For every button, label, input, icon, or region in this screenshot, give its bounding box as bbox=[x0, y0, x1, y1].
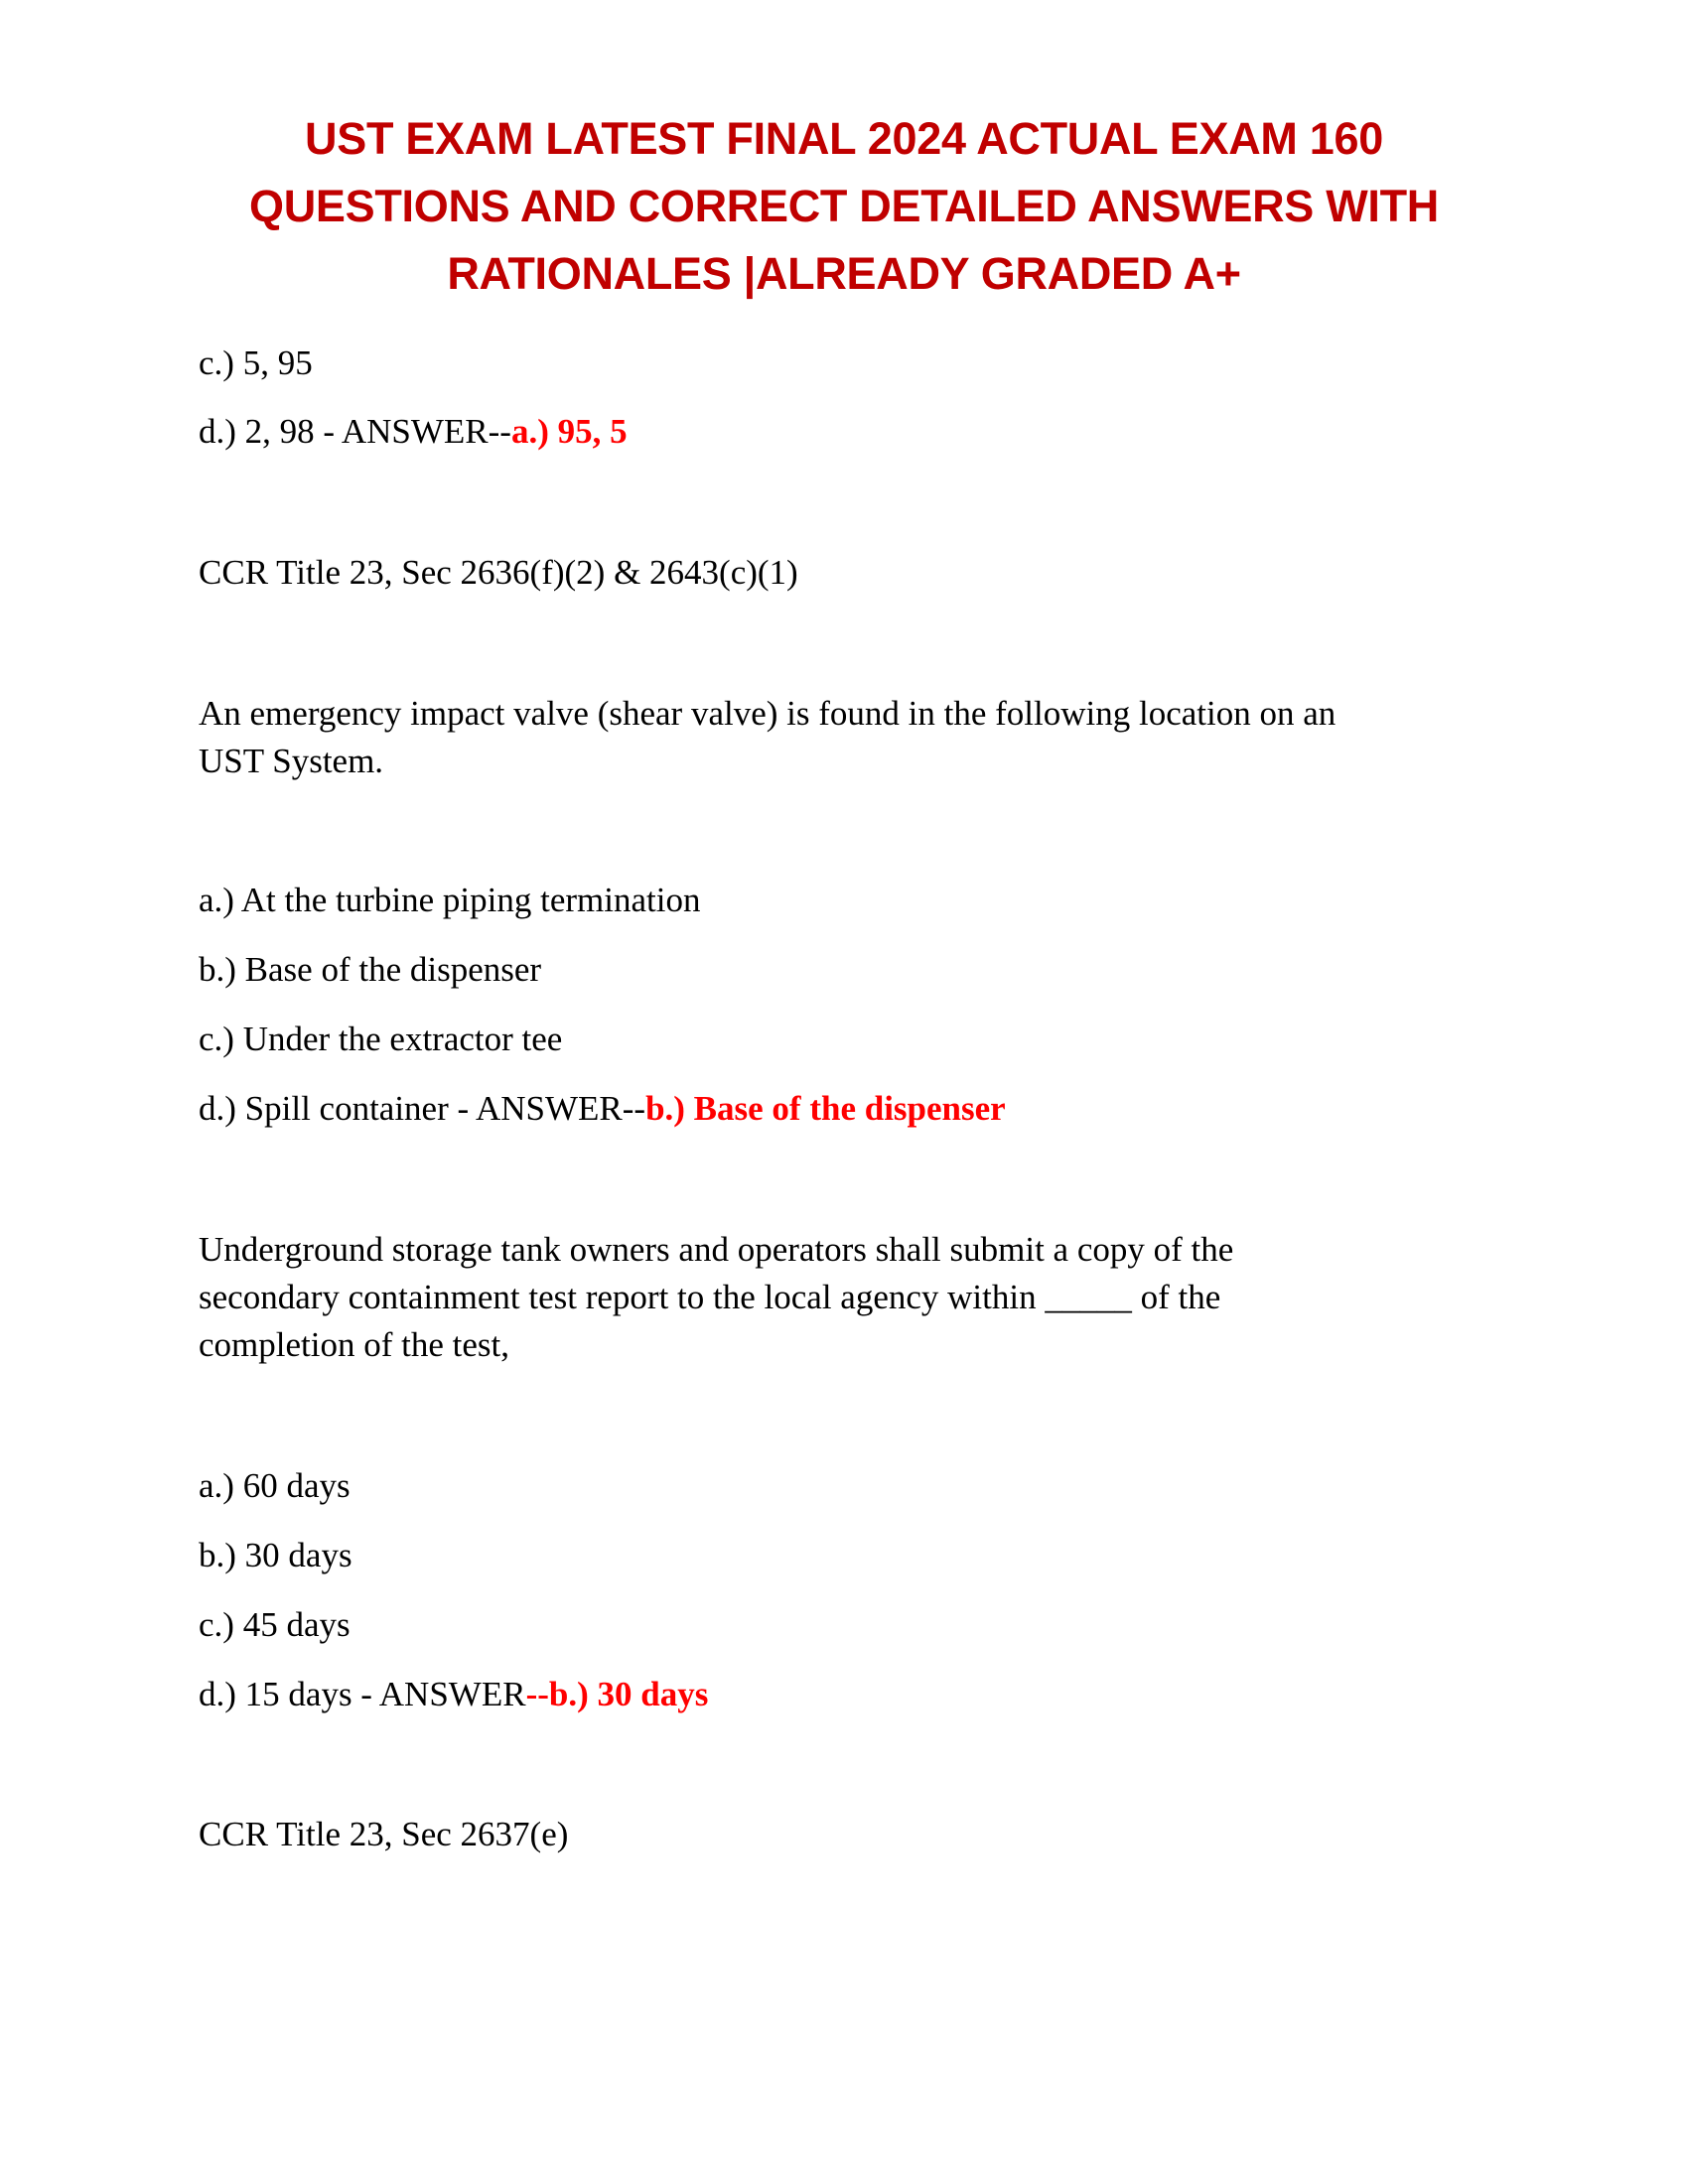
q2-option-d bbox=[199, 1671, 708, 1718]
title-line-3: RATIONALES |ALREADY GRADED A+ bbox=[447, 248, 1241, 299]
title-line-2: QUESTIONS AND CORRECT DETAILED ANSWERS WITH bbox=[249, 181, 1439, 231]
q2-stem-line-1: Underground storage tank owners and operators shall submit a copy of the bbox=[199, 1230, 1234, 1269]
q1-option-a: a.) At the turbine piping termination bbox=[199, 881, 701, 919]
prev-answer: a.) 95, 5 bbox=[510, 412, 628, 451]
q2-option-d-text: d.) 15 days - ANSWER bbox=[199, 1675, 526, 1713]
q1-option-b: b.) Base of the dispenser bbox=[199, 950, 542, 989]
prev-rationale: CCR Title 23, Sec 2636(f)(2) & 2643(c)(1) bbox=[199, 553, 798, 592]
q2-option-c: c.) 45 days bbox=[199, 1605, 351, 1644]
q1-stem-line-1: An emergency impact valve (shear valve) is found in the following location on an bbox=[199, 694, 1336, 733]
q1-option-c: c.) Under the extractor tee bbox=[199, 1020, 563, 1058]
q1-stem-line-2: UST System. bbox=[199, 742, 384, 780]
q2-stem-line-2: secondary containment test report to the local agency within _____ of the bbox=[199, 1278, 1221, 1316]
title-line-1: UST EXAM LATEST FINAL 2024 ACTUAL EXAM 160 bbox=[305, 113, 1383, 164]
q2-option-b: b.) 30 days bbox=[199, 1536, 352, 1574]
q1-option-d bbox=[199, 1085, 1006, 1133]
document-title bbox=[149, 105, 1539, 308]
q1-answer: b.) Base of the dispenser bbox=[645, 1089, 1006, 1128]
prev-option-c: c.) 5, 95 bbox=[199, 343, 313, 382]
q1-option-d-text: d.) Spill container - ANSWER-- bbox=[199, 1089, 646, 1128]
q2-rationale: CCR Title 23, Sec 2637(e) bbox=[199, 1815, 569, 1853]
q2-stem-line-3: completion of the test, bbox=[199, 1325, 509, 1364]
prev-option-d bbox=[199, 408, 628, 456]
q2-option-a: a.) 60 days bbox=[199, 1466, 351, 1505]
q2-answer: --b.) 30 days bbox=[525, 1675, 709, 1713]
prev-option-d-text: d.) 2, 98 - ANSWER-- bbox=[199, 412, 511, 451]
